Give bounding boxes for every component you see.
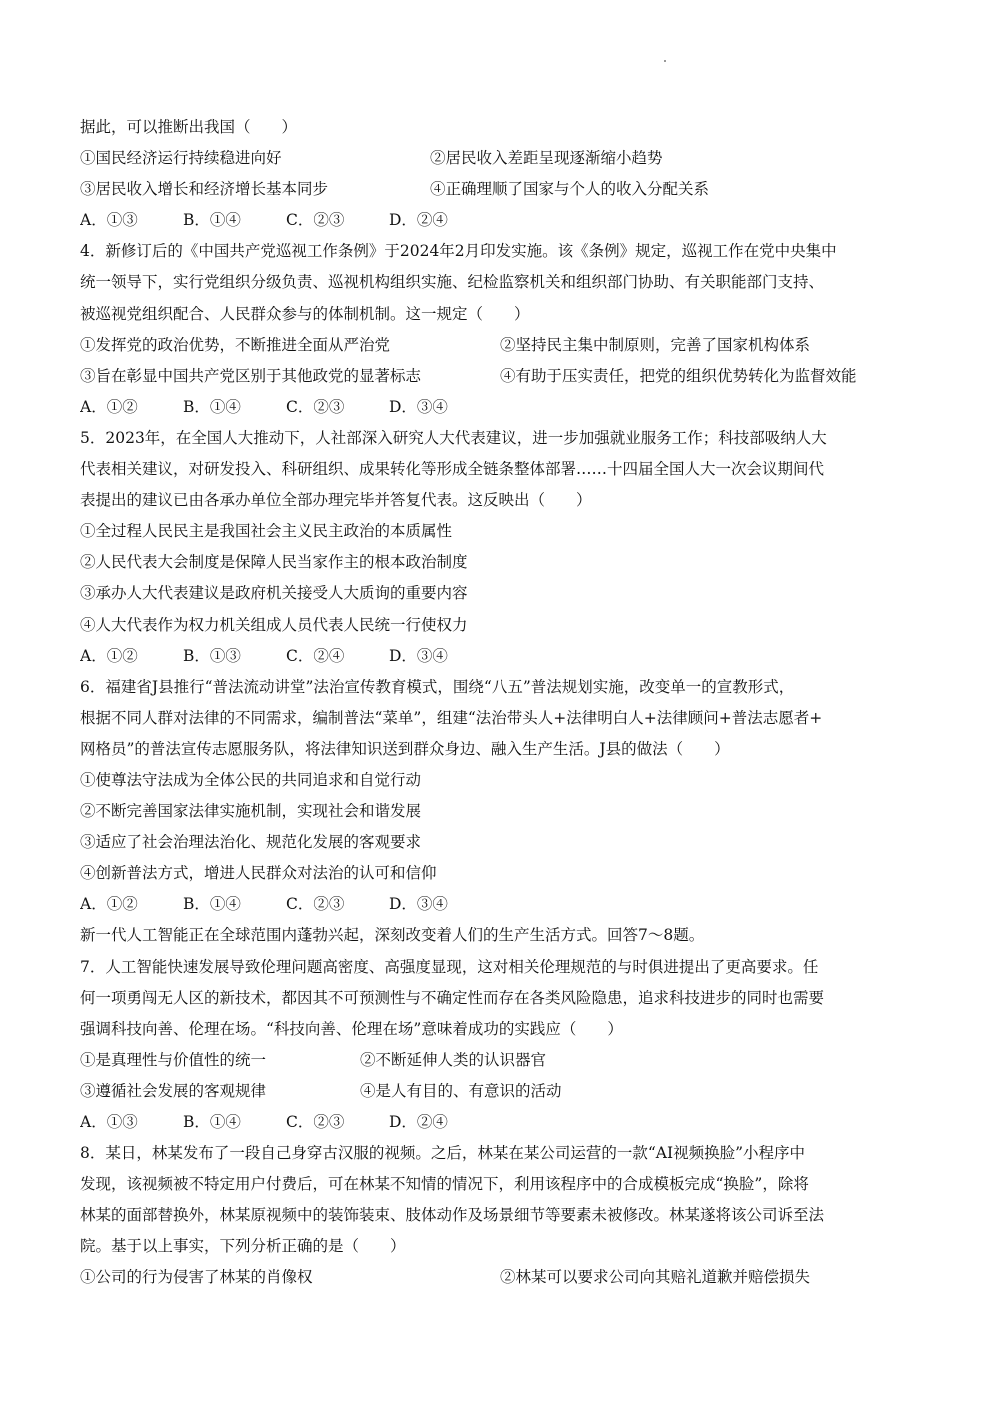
- q6-answer-a: A．①②: [80, 895, 138, 914]
- q8-stem-line1: 8．某日，林某发布了一段自己身穿古汉服的视频。之后，林某在某公司运营的一款“AI视频换脸”小程序中: [80, 1144, 806, 1163]
- q3-options-row2: [80, 174, 920, 205]
- q4-options-row2: [80, 361, 920, 392]
- q7-answer-b: B．①④: [183, 1113, 241, 1131]
- q5-answer-a: A．①②: [80, 646, 138, 665]
- q7-stem-line3: 强调科技向善、伦理在场。“科技向善、伦理在场”意味着成功的实践应（ ）: [80, 1019, 623, 1038]
- q4-option-1: ①发挥党的政治优势，不断推进全面从严治党: [80, 335, 391, 354]
- q6-answers: [80, 889, 920, 920]
- q6-stem-line1: 6．福建省J县推行“普法流动讲堂”法治宣传教育模式，围绕“八五”普法规划实施，改变单一的宣教形式，: [80, 677, 795, 696]
- q3-answer-d: D．②④: [389, 211, 448, 230]
- q8-stem-line4: 院。基于以上事实，下列分析正确的是（ ）: [80, 1237, 406, 1256]
- q5-answers: [80, 641, 920, 672]
- q6-option-3: ③适应了社会治理法治化、规范化发展的客观要求: [80, 833, 422, 852]
- q8-stem-line3: 林某的面部替换外，林某原视频中的装饰装束、肢体动作及场景细节等要素未被修改。林某遂将该公司诉至法: [80, 1206, 825, 1225]
- q5-answer-d: D．③④: [389, 646, 448, 665]
- q4-answer-d: D．③④: [389, 397, 448, 416]
- q5-option-1: ①全过程人民民主是我国社会主义民主政治的本质属性: [80, 522, 453, 541]
- q5-stem-line2: 代表相关建议，对研发投入、科研组织、成果转化等形成全链条整体部署……十四届全国人大一次会议期间代: [80, 460, 825, 479]
- q3-answer-c: C．②③: [286, 211, 345, 230]
- q8-option-1: ①公司的行为侵害了林某的肖像权: [80, 1268, 313, 1287]
- q5-option-3: ③承办人大代表建议是政府机关接受人大质询的重要内容: [80, 584, 468, 603]
- q7-stem-line2: 何一项勇闯无人区的新技术，都因其不可预测性与不确定性而存在各类风险隐患，追求科技进步的同时也需要: [80, 988, 825, 1007]
- q6-answer-d: D．③④: [389, 895, 448, 914]
- q5-option-4: ④人大代表作为权力机关组成人员代表人民统一行使权力: [80, 615, 468, 634]
- q3-stem: 据此，可以推断出我国（ ）: [80, 118, 298, 136]
- q8-options-row1: [80, 1262, 920, 1293]
- q7-options-row2: [80, 1076, 920, 1107]
- q3-answer-b: B．①④: [183, 211, 241, 230]
- q4-answer-a: A．①②: [80, 397, 138, 416]
- q7-8-intro: 新一代人工智能正在全球范围内蓬勃兴起，深刻改变着人们的生产生活方式。回答7～8题。: [80, 926, 705, 945]
- q7-option-4: ④是人有目的、有意识的活动: [360, 1081, 562, 1100]
- q4-answers: [80, 392, 920, 423]
- q4-stem-line3: 被巡视党组织配合、人民群众参与的体制机制。这一规定（ ）: [80, 304, 530, 323]
- q7-stem-line1: 7．人工智能快速发展导致伦理问题高密度、高强度显现，这对相关伦理规范的与时俱进提出了更高要求。任: [80, 957, 819, 976]
- q5-stem-line1: 5．2023年，在全国人大推动下，人社部深入研究人大代表建议，进一步加强就业服务工作；科技部吸纳人大: [80, 428, 827, 447]
- q3-option-1: ①国民经济运行持续稳进向好: [80, 149, 282, 168]
- q3-option-2: ②居民收入差距呈现逐渐缩小趋势: [430, 149, 663, 168]
- q3-answers: [80, 205, 920, 236]
- q6-answer-c: C．②③: [286, 895, 345, 914]
- q4-options-row1: [80, 330, 920, 361]
- q3-answer-a: A．①③: [80, 211, 138, 230]
- exam-page: [80, 112, 920, 1294]
- q3-options-row1: [80, 143, 920, 174]
- q6-option-2: ②不断完善国家法律实施机制，实现社会和谐发展: [80, 802, 422, 821]
- q7-options-row1: [80, 1045, 920, 1076]
- q5-answer-b: B．①③: [183, 646, 241, 665]
- q5-stem-line3: 表提出的建议已由各承办单位全部办理完毕并答复代表。这反映出（ ）: [80, 491, 592, 510]
- q4-answer-b: B．①④: [183, 397, 241, 416]
- q6-option-1: ①使尊法守法成为全体公民的共同追求和自觉行动: [80, 770, 422, 789]
- q4-option-4: ④有助于压实责任，把党的组织优势转化为监督效能: [500, 366, 857, 385]
- q7-option-1: ①是真理性与价值性的统一: [80, 1050, 267, 1069]
- q7-answer-d: D．②④: [389, 1113, 448, 1131]
- scan-speck: [664, 60, 666, 62]
- q8-stem-line2: 发现，该视频被不特定用户付费后，可在林某不知情的情况下，利用该程序中的合成模板完成“换脸”，除将: [80, 1175, 809, 1194]
- q5-answer-c: C．②④: [286, 646, 345, 665]
- q7-answers: [80, 1107, 920, 1138]
- q3-option-3: ③居民收入增长和经济增长基本同步: [80, 180, 329, 199]
- q6-option-4: ④创新普法方式，增进人民群众对法治的认可和信仰: [80, 864, 437, 883]
- q4-option-2: ②坚持民主集中制原则，完善了国家机构体系: [500, 335, 811, 354]
- q4-option-3: ③旨在彰显中国共产党区别于其他政党的显著标志: [80, 366, 422, 385]
- q7-answer-a: A．①③: [80, 1113, 138, 1131]
- q4-answer-c: C．②③: [286, 397, 345, 416]
- q7-option-2: ②不断延伸人类的认识器官: [360, 1050, 547, 1069]
- q7-option-3: ③遵循社会发展的客观规律: [80, 1081, 267, 1100]
- q7-answer-c: C．②③: [286, 1113, 345, 1131]
- q6-stem-line3: 网格员”的普法宣传志愿服务队，将法律知识送到群众身边、融入生产生活。J县的做法（ ）: [80, 739, 730, 758]
- q4-stem-line1: 4．新修订后的《中国共产党巡视工作条例》于2024年2月印发实施。该《条例》规定，巡视工作在党中央集中: [80, 242, 837, 261]
- q3-option-4: ④正确理顺了国家与个人的收入分配关系: [430, 180, 710, 199]
- q5-option-2: ②人民代表大会制度是保障人民当家作主的根本政治制度: [80, 553, 468, 572]
- q6-stem-line2: 根据不同人群对法律的不同需求，编制普法“菜单”，组建“法治带头人+法律明白人+法律顾问+普法志愿者+: [80, 708, 823, 727]
- q8-option-2: ②林某可以要求公司向其赔礼道歉并赔偿损失: [500, 1268, 811, 1287]
- q4-stem-line2: 统一领导下，实行党组织分级负责、巡视机构组织实施、纪检监察机关和组织部门协助、有关职能部门支持、: [80, 273, 825, 292]
- q6-answer-b: B．①④: [183, 895, 241, 914]
